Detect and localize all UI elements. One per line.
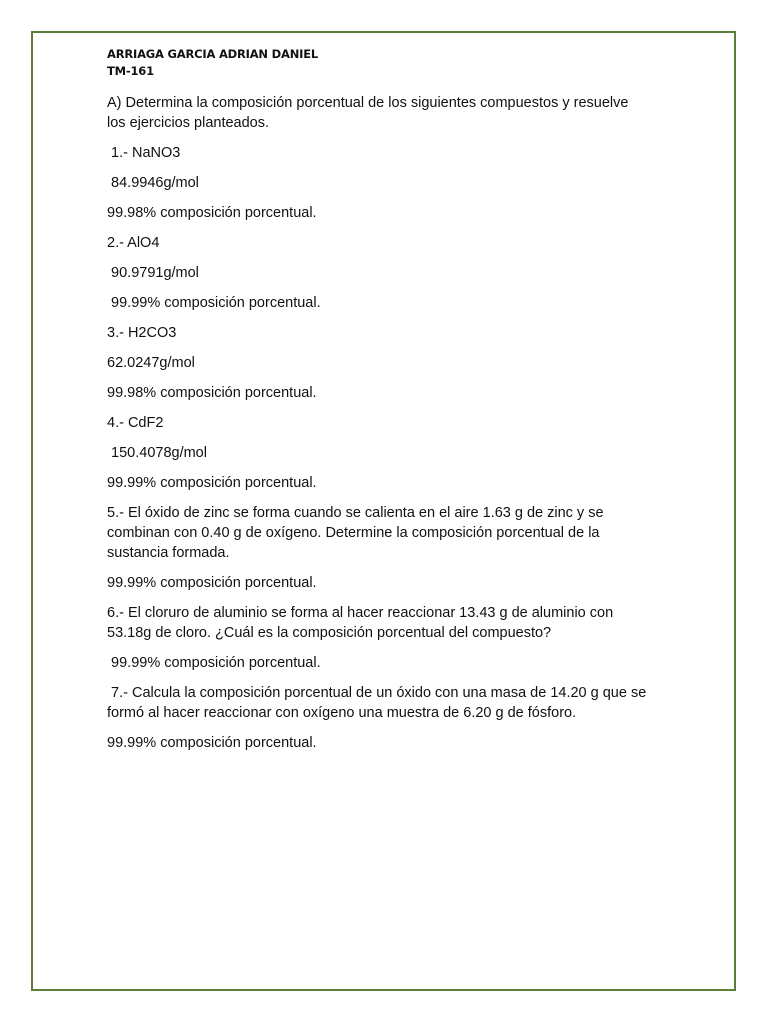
- compound-1-molar-mass: 84.9946g/mol: [107, 175, 199, 191]
- compound-4-molar-mass: 150.4078g/mol: [107, 445, 207, 461]
- compound-1-result: 99.98% composición porcentual.: [107, 205, 317, 221]
- compound-1-formula: 1.- NaNO3: [107, 145, 181, 161]
- exercise-7-statement: 7.- Calcula la composición porcentual de un óxido con una masa de 14.20 g que se formó al hacer reaccionar con oxígeno una muestra de 6.20 g de fósforo.: [107, 685, 651, 721]
- exercise-7-result: 99.99% composición porcentual.: [107, 735, 317, 751]
- compound-3-molar-mass: 62.0247g/mol: [107, 355, 195, 371]
- exercise-6-statement: 6.- El cloruro de aluminio se forma al hacer reaccionar 13.43 g de aluminio con 53.18g de cloro. ¿Cuál es la composición porcentual del compuesto?: [107, 605, 618, 641]
- compound-2-formula: 2.- AlO4: [107, 235, 160, 251]
- compound-2-result: 99.99% composición porcentual.: [107, 295, 321, 311]
- document-body: [107, 46, 651, 763]
- student-name: ARRIAGA GARCIA ADRIAN DANIEL: [107, 47, 318, 61]
- student-group: TM-161: [107, 64, 154, 78]
- exercise-5-statement: 5.- El óxido de zinc se forma cuando se calienta en el aire 1.63 g de zinc y se combinan con 0.40 g de oxígeno. Determine la composición porcentual de la sustancia formada.: [107, 505, 608, 561]
- exercise-6-result: 99.99% composición porcentual.: [107, 655, 321, 671]
- compound-3-formula: 3.- H2CO3: [107, 325, 177, 341]
- document-header: [107, 46, 647, 80]
- exercise-5-result: 99.99% composición porcentual.: [107, 575, 317, 591]
- compound-4-result: 99.99% composición porcentual.: [107, 475, 317, 491]
- instructions: A) Determina la composición porcentual de los siguientes compuestos y resuelve los ejercicios planteados.: [107, 95, 633, 131]
- compound-4-formula: 4.- CdF2: [107, 415, 164, 431]
- compound-3-result: 99.98% composición porcentual.: [107, 385, 317, 401]
- compound-2-molar-mass: 90.9791g/mol: [107, 265, 199, 281]
